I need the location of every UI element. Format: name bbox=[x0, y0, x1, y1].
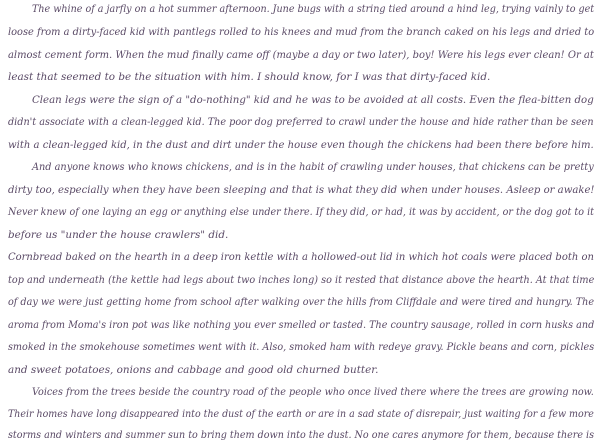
text-line: storms and winters and summer sun to bring them down into the dust. No one cares anymore for them, because there is bbox=[8, 429, 595, 441]
text-line: aroma from Moma's iron pot was like nothing you ever smelled or tasted. The country sausage, rolled in corn husks and bbox=[8, 319, 595, 331]
text-line: And anyone knows who knows chickens, and is in the habit of crawling under houses, that chickens can be pretty bbox=[32, 161, 594, 173]
text-line: least that seemed to be the situation with him. I should know, for I was that dirty-faced kid. bbox=[8, 71, 491, 83]
text-line: Never knew of one laying an egg or anything else under there. If they did, or had, it was by accident, or the dog got to it bbox=[8, 206, 594, 218]
text-line: Cornbread baked on the hearth in a deep iron kettle with a hollowed-out lid in which hot coals were placed both on bbox=[8, 251, 594, 263]
text-line: top and underneath (the kettle had legs about two inches long) so it rested that distance above the hearth. At that time bbox=[8, 274, 595, 286]
text-line: with a clean-legged kid, in the dust and dirt under the house even though the chickens had been there before him. bbox=[8, 139, 594, 151]
text-line: Their homes have long disappeared into the dust of the earth or are in a sad state of disrepair, just waiting for a few more bbox=[8, 408, 594, 420]
text-line: Voices from the trees beside the country road of the people who once lived there where the trees are growing now. bbox=[32, 386, 594, 398]
text-line: Clean legs were the sign of a "do-nothing" kid and he was to be avoided at all costs. Even the flea-bitten dog bbox=[32, 94, 594, 106]
text-line: loose from a dirty-faced kid with pantlegs rolled to his knees and mud from the branch caked on his legs and dried to bbox=[8, 26, 595, 38]
text-line: and sweet potatoes, onions and cabbage and good old churned butter. bbox=[8, 364, 379, 376]
text-line: smoked in the smokehouse sometimes went with it. Also, smoked ham with redeye gravy. Pickle beans and corn, pickles bbox=[8, 341, 595, 353]
text-line: of day we were just getting home from school after walking over the hills from Cliffdale and were tired and hungry. The bbox=[8, 296, 595, 308]
text-line: didn't associate with a clean-legged kid. The poor dog preferred to crawl under the house and hide rather than be seen bbox=[8, 116, 594, 128]
text-line: almost cement form. When the mud finally came off (maybe a day or two later), boy! Were his legs ever clean! Or at bbox=[8, 49, 594, 61]
text-line: dirty too, especially when they have been sleeping and that is what they did when under houses. Asleep or awake! bbox=[8, 184, 595, 196]
text-line: The whine of a jarfly on a hot summer afternoon. June bugs with a string tied around a hind leg, trying vainly to get bbox=[32, 3, 595, 15]
text-line: before us "under the house crawlers" did. bbox=[8, 229, 229, 241]
